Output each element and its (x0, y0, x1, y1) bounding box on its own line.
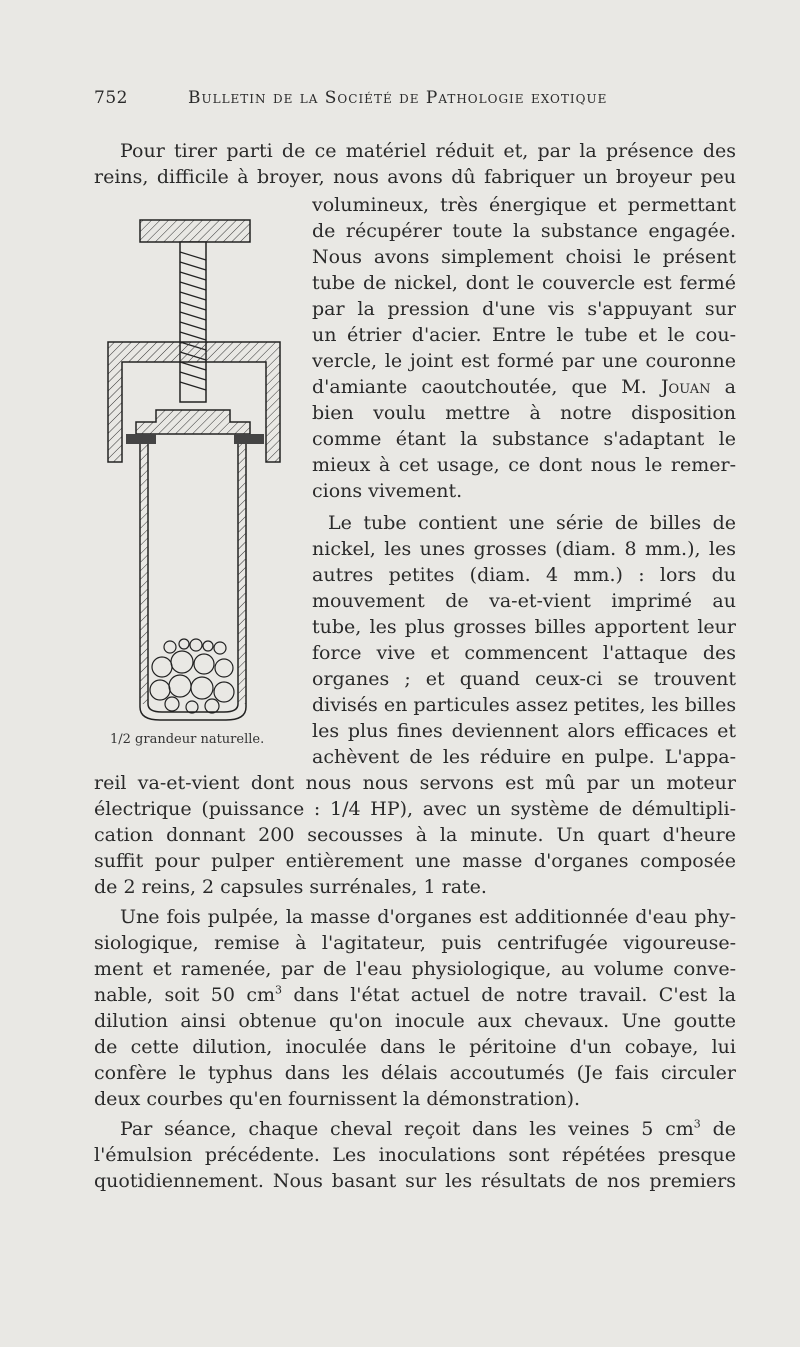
text-line: quotidiennement. Nous basant sur les résultats de nos premiers (94, 1170, 736, 1192)
text-line: Le tube contient une série de billes de (328, 512, 736, 534)
running-header (94, 88, 694, 118)
text-line: tube, les plus grosses billes apportent leur (312, 616, 736, 638)
text-line: tube de nickel, dont le couvercle est fermé (312, 272, 736, 294)
crusher-tube-figure (100, 212, 290, 734)
text-line: un étrier d'acier. Entre le tube et le cou- (312, 324, 736, 346)
text-line (94, 1116, 736, 1142)
text-segment: Par séance, chaque cheval reçoit dans les veines 5 cm (120, 1118, 694, 1140)
text-line: les plus fines deviennent alors efficaces et (312, 720, 736, 742)
text-line: mouvement de va-et-vient imprimé au (312, 590, 736, 612)
figure-caption: 1/2 grandeur naturelle. (110, 732, 265, 747)
text-segment: nable, soit 50 cm (94, 984, 275, 1006)
text-line: nickel, les unes grosses (diam. 8 mm.), les (312, 538, 736, 560)
text-line: électrique (puissance : 1/4 HP), avec un système de démultipli- (94, 798, 736, 820)
text-line: achèvent de les réduire en pulpe. L'appa- (312, 746, 736, 768)
text-segment: de (700, 1118, 736, 1140)
text-line: comme étant la substance s'adaptant le (312, 428, 736, 450)
text-line: organes ; et quand ceux-ci se trouvent (312, 668, 736, 690)
text-line: divisés en particules assez petites, les billes (312, 694, 736, 716)
text-line: reins, difficile à broyer, nous avons dû fabriquer un broyeur peu (94, 166, 736, 188)
text-line (312, 374, 736, 400)
text-line: dilution ainsi obtenue qu'on inocule aux chevaux. Une goutte (94, 1010, 736, 1032)
text-segment: dans l'état actuel de notre travail. C'est la (281, 984, 736, 1006)
text-line: reil va-et-vient dont nous nous servons est mû par un moteur (94, 772, 736, 794)
text-line: autres petites (diam. 4 mm.) : lors du (312, 564, 736, 586)
text-line: mieux à cet usage, ce dont nous le remer- (312, 454, 736, 476)
page-number: 752 (94, 88, 128, 108)
text-line: Une fois pulpée, la masse d'organes est additionnée d'eau phy- (120, 906, 736, 928)
text-line: confère le typhus dans les délais accoutumés (Je fais circuler (94, 1062, 736, 1084)
text-line: ment et ramenée, par de l'eau physiologique, au volume conve- (94, 958, 736, 980)
running-title: Bulletin de la Société de Pathologie exotique (188, 88, 608, 108)
text-line: Nous avons simplement choisi le présent (312, 246, 736, 268)
text-line (94, 982, 736, 1008)
text-line: cation donnant 200 secousses à la minute. Un quart d'heure (94, 824, 736, 846)
text-line: Pour tirer parti de ce matériel réduit et, par la présence des (120, 140, 736, 162)
text-line: vercle, le joint est formé par une couronne (312, 350, 736, 372)
text-line: de récupérer toute la substance engagée. (312, 220, 736, 242)
text-line: de cette dilution, inoculée dans le péritoine d'un cobaye, lui (94, 1036, 736, 1058)
superscript: 3 (693, 1117, 701, 1131)
text-line: deux courbes qu'en fournissent la démonstration). (94, 1088, 581, 1110)
text-line: l'émulsion précédente. Les inoculations sont répétées presque (94, 1144, 736, 1166)
superscript: 3 (274, 983, 282, 997)
text-line: siologique, remise à l'agitateur, puis centrifugée vigoureuse- (94, 932, 736, 954)
text-segment: d'amiante caoutchoutée, que M. (312, 376, 647, 398)
text-line: de 2 reins, 2 capsules surrénales, 1 rate. (94, 876, 487, 898)
text-line: cions vivement. (312, 480, 463, 502)
text-line: force vive et commencent l'attaque des (312, 642, 736, 664)
text-line: suffit pour pulper entièrement une masse d'organes composée (94, 850, 736, 872)
person-name: Jouan (660, 376, 711, 398)
text-segment: a (710, 376, 736, 398)
text-line: volumineux, très énergique et permettant (312, 194, 736, 216)
text-line: par la pression d'une vis s'appuyant sur (312, 298, 736, 320)
text-line: bien voulu mettre à notre disposition (312, 402, 736, 424)
